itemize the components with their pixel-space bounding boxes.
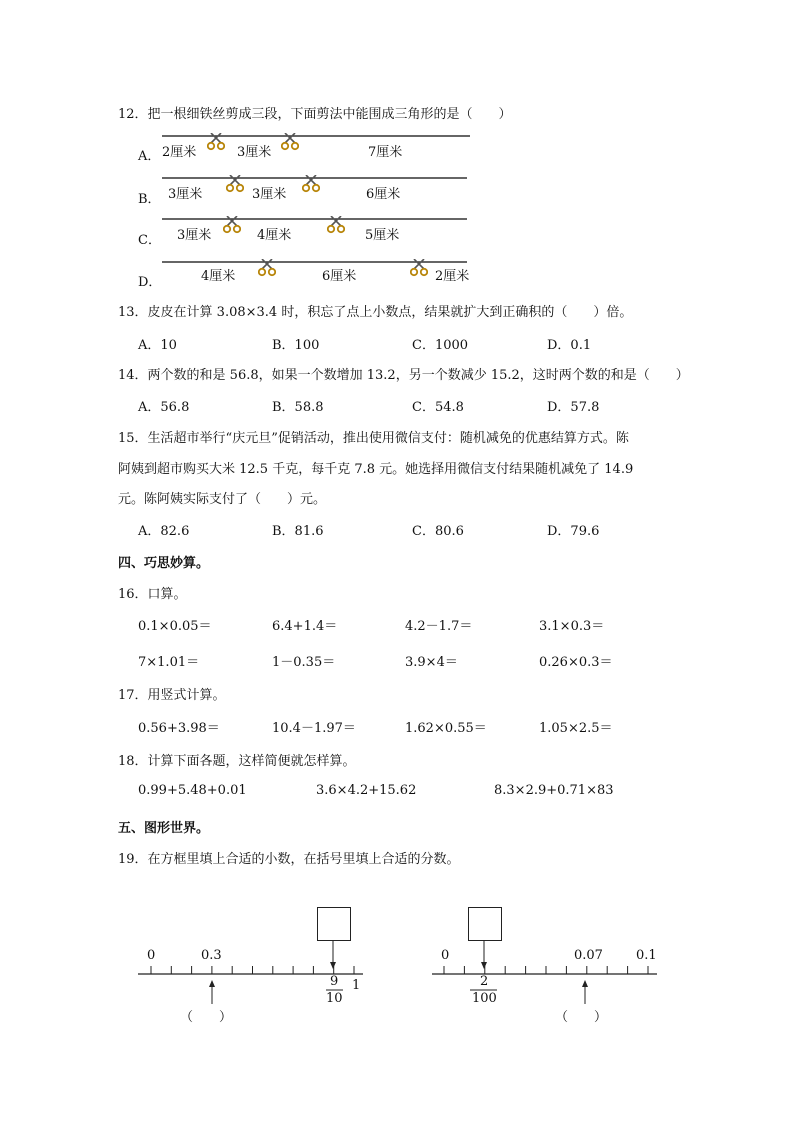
q13-choice-d: D．0.1 xyxy=(547,338,592,353)
option-a-seg2: 3厘米 xyxy=(237,145,272,160)
q16-item: 3.9×4＝ xyxy=(405,655,458,670)
ticks-left xyxy=(151,966,354,974)
q13-choice-c: C．1000 xyxy=(412,338,469,353)
option-a-label: A． xyxy=(138,149,161,164)
option-c-seg2: 4厘米 xyxy=(257,228,292,243)
q18-item: 3.6×4.2+15.62 xyxy=(316,783,417,798)
q15-choice-d: D．79.6 xyxy=(547,524,600,539)
q18-item: 8.3×2.9+0.71×83 xyxy=(494,783,614,798)
option-b-label: B． xyxy=(138,192,161,207)
option-c-label: C． xyxy=(138,233,161,248)
q14-choice-a: A．56.8 xyxy=(138,400,190,415)
q15-line1: 15．生活超市举行“庆元旦”促销活动，推出使用微信支付：随机减免的优惠结算方式。陈 xyxy=(118,431,629,446)
option-a-seg1: 2厘米 xyxy=(162,145,197,160)
arrow-up-icon xyxy=(209,980,215,987)
q17-item: 0.56+3.98＝ xyxy=(138,721,220,736)
q15-line3: 元。陈阿姨实际支付了（ ）元。 xyxy=(118,492,327,507)
q16-text: 16．口算。 xyxy=(118,587,187,602)
nl-right-start: 0 xyxy=(441,948,450,963)
q17-item: 1.05×2.5＝ xyxy=(539,721,613,736)
ticks-right xyxy=(444,966,648,974)
q14-text: 14．两个数的和是 56.8，如果一个数增加 13.2，另一个数减少 15.2，这时两个数的和是（ ） xyxy=(118,368,689,383)
q16-item: 4.2－1.7＝ xyxy=(405,619,473,634)
option-d-seg2: 6厘米 xyxy=(322,269,357,284)
nl-left-mark: 0.3 xyxy=(201,948,222,963)
paren-left[interactable]: （ ） xyxy=(180,1010,233,1025)
q14-choice-b: B．58.8 xyxy=(272,400,324,415)
option-c-seg1: 3厘米 xyxy=(177,228,212,243)
arrow-down-icon xyxy=(330,962,336,969)
q16-item: 6.4+1.4＝ xyxy=(272,619,338,634)
q16-item: 0.1×0.05＝ xyxy=(138,619,212,634)
q13-text: 13．皮皮在计算 3.08×3.4 时，积忘了点上小数点，结果就扩大到正确积的（ ）倍。 xyxy=(118,305,633,320)
option-d-label: D． xyxy=(138,275,162,290)
option-b-seg3: 6厘米 xyxy=(366,187,401,202)
arrow-down-icon xyxy=(481,962,487,969)
nl-left-frac-den: 10 xyxy=(326,991,343,1006)
q17-item: 1.62×0.55＝ xyxy=(405,721,487,736)
option-b-seg1: 3厘米 xyxy=(168,187,203,202)
nl-right-frac-den: 100 xyxy=(472,991,497,1006)
q19-text: 19．在方框里填上合适的小数，在括号里填上合适的分数。 xyxy=(118,852,460,867)
q15-choice-a: A．82.6 xyxy=(138,524,190,539)
section-four-heading: 四、巧思妙算。 xyxy=(118,556,210,571)
q16-item: 1－0.35＝ xyxy=(272,655,336,670)
q18-text: 18．计算下面各题，这样简便就怎样算。 xyxy=(118,754,356,769)
option-d-seg3: 2厘米 xyxy=(435,269,470,284)
nl-right-end: 0.1 xyxy=(636,948,657,963)
q15-line2: 阿姨到超市购买大米 12.5 千克，每千克 7.8 元。她选择用微信支付结果随机减免了 14.9 xyxy=(118,462,634,477)
q15-choice-b: B．81.6 xyxy=(272,524,324,539)
q17-item: 10.4－1.97＝ xyxy=(272,721,356,736)
q15-choice-c: C．80.6 xyxy=(412,524,464,539)
option-b-seg2: 3厘米 xyxy=(252,187,287,202)
option-c-seg3: 5厘米 xyxy=(365,228,400,243)
q16-item: 3.1×0.3＝ xyxy=(539,619,605,634)
q13-choice-a: A．10 xyxy=(138,338,177,353)
paren-right[interactable]: （ ） xyxy=(555,1010,608,1025)
q18-item: 0.99+5.48+0.01 xyxy=(138,783,247,798)
q16-item: 7×1.01＝ xyxy=(138,655,200,670)
q12-text: 12．把一根细铁丝剪成三段，下面剪法中能围成三角形的是（ ） xyxy=(118,107,512,122)
nl-left-end: 1 xyxy=(352,978,361,993)
option-d-seg1: 4厘米 xyxy=(201,269,236,284)
nl-left-start: 0 xyxy=(147,948,156,963)
answer-box-right[interactable] xyxy=(468,907,502,941)
q14-choice-d: D．57.8 xyxy=(547,400,600,415)
q17-text: 17．用竖式计算。 xyxy=(118,688,226,703)
nl-left-frac-num: 9 xyxy=(330,974,339,989)
section-five-heading: 五、图形世界。 xyxy=(118,821,210,836)
option-a-seg3: 7厘米 xyxy=(368,145,403,160)
q13-choice-b: B．100 xyxy=(272,338,320,353)
q16-item: 0.26×0.3＝ xyxy=(539,655,613,670)
nl-right-mark: 0.07 xyxy=(574,948,603,963)
q14-choice-c: C．54.8 xyxy=(412,400,464,415)
arrow-up-icon xyxy=(582,980,588,987)
nl-right-frac-num: 2 xyxy=(480,974,489,989)
